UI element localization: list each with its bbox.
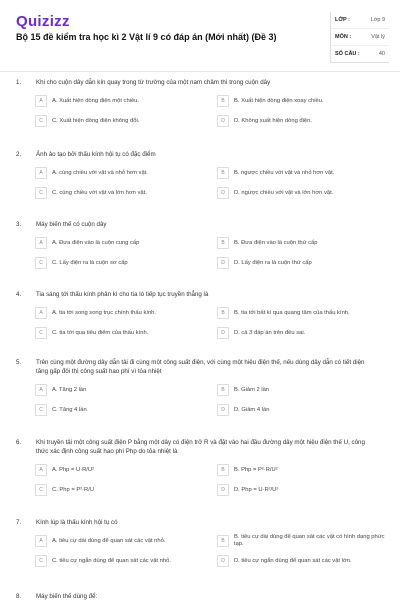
question-number: 5. bbox=[16, 359, 22, 366]
option-badge: A bbox=[35, 167, 47, 179]
option-a[interactable] bbox=[35, 383, 213, 397]
question-5 bbox=[0, 358, 400, 438]
option-text: B. ngược chiều với vật và nhỏ hơn vật. bbox=[234, 169, 335, 176]
meta-key: LỚP : bbox=[335, 17, 350, 23]
option-b[interactable] bbox=[217, 534, 395, 548]
option-badge: D bbox=[217, 115, 229, 127]
option-text: C. cùng chiều với vật và lớn hơn vật. bbox=[52, 189, 147, 196]
option-badge: A bbox=[35, 237, 47, 249]
option-d[interactable] bbox=[217, 256, 395, 270]
page-title: Bộ 15 đề kiểm tra học kì 2 Vật lí 9 có đáp án (Mới nhất) (Đề 3) bbox=[16, 32, 277, 42]
question-number: 2. bbox=[16, 151, 22, 158]
option-text: D. Không xuất hiện dòng điện. bbox=[234, 117, 312, 124]
meta-row-count bbox=[331, 46, 389, 62]
option-a[interactable] bbox=[35, 236, 213, 250]
header-divider bbox=[0, 71, 400, 72]
question-number: 3. bbox=[16, 221, 22, 228]
option-b[interactable] bbox=[217, 463, 395, 477]
option-d[interactable] bbox=[217, 186, 395, 200]
question-text: Ảnh ảo tạo bởi thấu kính hội tụ có đặc điểm bbox=[36, 151, 156, 158]
option-c[interactable] bbox=[35, 326, 213, 340]
option-text: C. tia tới qua tiêu điểm của thấu kính. bbox=[52, 329, 149, 336]
question-3 bbox=[0, 220, 400, 290]
meta-box bbox=[330, 12, 389, 63]
question-4 bbox=[0, 290, 400, 358]
option-badge: B bbox=[217, 237, 229, 249]
option-c[interactable] bbox=[35, 483, 213, 497]
option-badge: A bbox=[35, 535, 47, 547]
option-badge: D bbox=[217, 484, 229, 496]
option-badge: C bbox=[35, 257, 47, 269]
option-text: D. Giảm 4 lần bbox=[234, 406, 270, 413]
option-c[interactable] bbox=[35, 256, 213, 270]
option-a[interactable] bbox=[35, 463, 213, 477]
question-1 bbox=[0, 78, 400, 150]
option-text: D. ngược chiều với vật và lớn hơn vật. bbox=[234, 189, 334, 196]
option-text: B. Xuất hiện dòng điện xoay chiều. bbox=[234, 97, 324, 104]
option-badge: B bbox=[217, 167, 229, 179]
option-badge: D bbox=[217, 327, 229, 339]
option-badge: A bbox=[35, 95, 47, 107]
question-text: Máy biến thế dùng để: bbox=[36, 593, 98, 600]
option-badge: A bbox=[35, 384, 47, 396]
option-text: A. Đưa điện vào là cuộn cung cấp bbox=[52, 239, 140, 246]
option-text: C. Php = P²·R/U bbox=[52, 486, 95, 493]
option-text: A. tia tới song song trục chính thấu kính. bbox=[52, 309, 157, 316]
option-c[interactable] bbox=[35, 114, 213, 128]
question-2 bbox=[0, 150, 400, 220]
option-a[interactable] bbox=[35, 306, 213, 320]
option-text: D. Lấy điện ra là cuộn thứ cấp bbox=[234, 259, 312, 266]
meta-value: Lớp 9 bbox=[370, 17, 385, 23]
option-badge: D bbox=[217, 187, 229, 199]
option-text: A. Xuất hiện dòng điện một chiều. bbox=[52, 97, 140, 104]
option-b[interactable] bbox=[217, 166, 395, 180]
meta-row-subject bbox=[331, 29, 389, 46]
option-badge: C bbox=[35, 404, 47, 416]
option-badge: D bbox=[217, 555, 229, 567]
option-text: D. Php = U·R²/U² bbox=[234, 486, 279, 493]
question-6 bbox=[0, 438, 400, 518]
option-text: C. Tăng 4 lần bbox=[52, 406, 87, 413]
question-8 bbox=[0, 592, 400, 608]
option-d[interactable] bbox=[217, 483, 395, 497]
question-text: Máy biến thế có cuộn dây bbox=[36, 221, 107, 228]
question-number: 6. bbox=[16, 439, 22, 446]
option-text: B. tiêu cự dài dùng để quan sát các vật có hình dạng phức tạp. bbox=[234, 534, 385, 547]
option-b[interactable] bbox=[217, 236, 395, 250]
option-text: A. Php = U·R/U² bbox=[52, 466, 95, 473]
option-d[interactable] bbox=[217, 403, 395, 417]
question-number: 1. bbox=[16, 79, 22, 86]
option-badge: B bbox=[217, 464, 229, 476]
option-c[interactable] bbox=[35, 403, 213, 417]
question-number: 7. bbox=[16, 519, 22, 526]
option-badge: C bbox=[35, 484, 47, 496]
option-a[interactable] bbox=[35, 94, 213, 108]
option-d[interactable] bbox=[217, 114, 395, 128]
option-text: B. tia tới bất kì qua quang tâm của thấu kính. bbox=[234, 309, 350, 316]
option-b[interactable] bbox=[217, 94, 395, 108]
option-text: C. Xuất hiện dòng điện không đổi. bbox=[52, 117, 140, 124]
option-d[interactable] bbox=[217, 326, 395, 340]
option-b[interactable] bbox=[217, 383, 395, 397]
option-badge: D bbox=[217, 404, 229, 416]
question-text: Kính lúp là thấu kính hội tụ có bbox=[36, 519, 118, 526]
question-text: Khi truyền tải một công suất điện P bằng một dây có điện trở R và đặt vào hai đầu đường dây một hiệu điện thế U, công thức xác định công suất hao phí Php do tỏa nhiệt là bbox=[36, 439, 365, 455]
question-number: 4. bbox=[16, 291, 22, 298]
option-badge: A bbox=[35, 464, 47, 476]
quizizz-logo: Quizizz bbox=[16, 13, 70, 30]
question-list bbox=[0, 78, 400, 608]
option-badge: B bbox=[217, 307, 229, 319]
meta-row-class bbox=[331, 12, 389, 29]
option-badge: B bbox=[217, 384, 229, 396]
option-text: D. tiêu cự ngắn dùng để quan sát các vật lớn. bbox=[234, 557, 352, 564]
option-badge: D bbox=[217, 257, 229, 269]
header bbox=[0, 0, 400, 70]
option-text: B. Giảm 2 lần bbox=[234, 386, 270, 393]
question-7 bbox=[0, 518, 400, 592]
meta-value: 40 bbox=[378, 51, 385, 57]
option-text: A. cùng chiều với vật và nhỏ hơn vật. bbox=[52, 169, 148, 176]
option-a[interactable] bbox=[35, 166, 213, 180]
option-badge: C bbox=[35, 327, 47, 339]
question-text: Trên cùng một đường dây dẫn tải đi cùng một công suất điện, với cùng một hiệu điện thế, nếu dùng dây dẫn có tiết diện tăng gấp đôi thì công suất hao phí vì tỏa nhiệt bbox=[36, 359, 365, 375]
question-number: 8. bbox=[16, 593, 22, 600]
meta-value: Vật lý bbox=[371, 34, 385, 40]
question-text: Tia sáng tới thấu kính phân kì cho tia ló tiếp tục truyền thẳng là bbox=[36, 291, 209, 298]
option-badge: B bbox=[217, 95, 229, 107]
meta-key: MÔN : bbox=[335, 34, 352, 40]
option-d[interactable] bbox=[217, 554, 395, 568]
option-b[interactable] bbox=[217, 306, 395, 320]
option-text: B. Php = P²·R/U² bbox=[234, 466, 278, 473]
option-badge: C bbox=[35, 187, 47, 199]
option-badge: C bbox=[35, 115, 47, 127]
option-text: A. Tăng 2 lần bbox=[52, 386, 87, 393]
option-text: C. tiêu cự ngắn dùng để quan sát các vật nhỏ. bbox=[52, 557, 171, 564]
option-text: C. Lấy điện ra là cuộn sơ cấp bbox=[52, 259, 128, 266]
question-text: Khi cho cuộn dây dẫn kín quay trong từ trường của một nam châm thì trong cuộn dây bbox=[36, 79, 271, 86]
option-a[interactable] bbox=[35, 534, 213, 548]
meta-key: SỐ CÂU : bbox=[335, 51, 360, 57]
option-c[interactable] bbox=[35, 186, 213, 200]
option-badge: B bbox=[217, 535, 229, 547]
option-text: D. cả 3 đáp án trên đều sai. bbox=[234, 329, 306, 336]
option-badge: A bbox=[35, 307, 47, 319]
option-text: A. tiêu cự dài dùng để quan sát các vật nhỏ. bbox=[52, 537, 166, 544]
option-text: B. Đưa điện vào là cuộn thứ cấp bbox=[234, 239, 318, 246]
option-c[interactable] bbox=[35, 554, 213, 568]
option-badge: C bbox=[35, 555, 47, 567]
